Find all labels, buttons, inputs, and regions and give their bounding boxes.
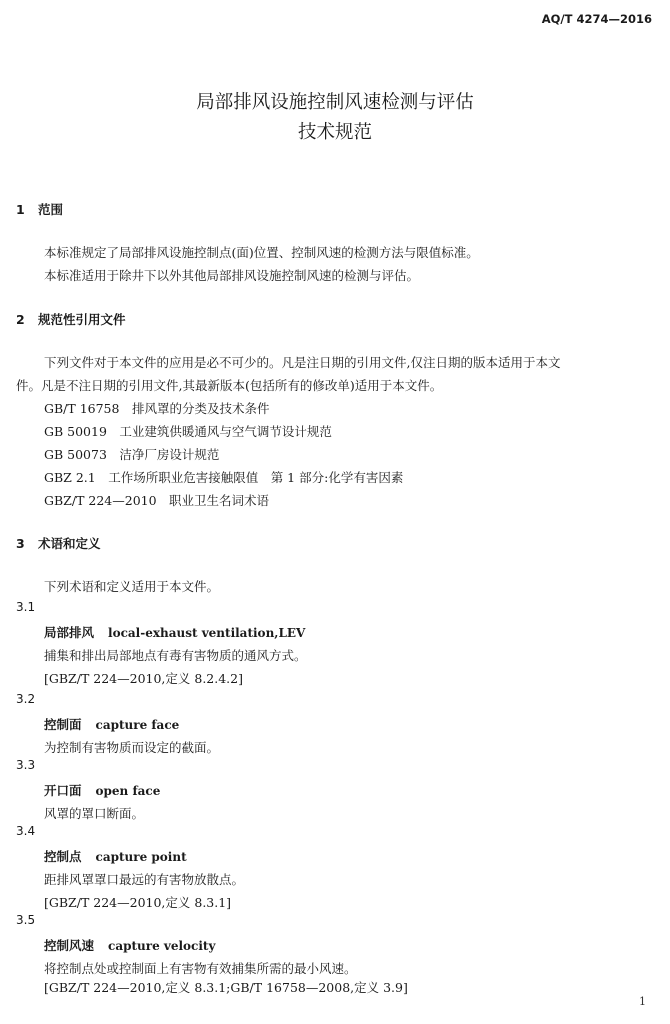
term-source: [GBZ/T 224—2010,定义 8.3.1] <box>44 895 232 910</box>
term-definition: 风罩的罩口断面。 <box>44 806 145 821</box>
reference-item: GB 50019 工业建筑供暖通风与空气调节设计规范 <box>44 424 332 439</box>
scope-paragraph-1: 本标准规定了局部排风设施控制点(面)位置、控制风速的检测方法与限值标准。 <box>44 245 479 260</box>
reference-item: GBZ 2.1 工作场所职业危害接触限值 第 1 部分:化学有害因素 <box>44 470 404 485</box>
scope-paragraph-2: 本标准适用于除井下以外其他局部排风设施控制风速的检测与评估。 <box>44 268 420 283</box>
term-number: 3.3 <box>16 758 36 772</box>
section-3-heading <box>16 534 101 552</box>
reference-item: GB 50073 洁净厂房设计规范 <box>44 447 220 462</box>
document-title-line2: 技术规范 <box>297 122 372 143</box>
term-definition: 将控制点处或控制面上有害物有效捕集所需的最小风速。 <box>44 961 357 976</box>
references-intro-line1: 下列文件对于本文件的应用是必不可少的。凡是注日期的引用文件,仅注日期的版本适用于本文 <box>44 355 561 370</box>
reference-item: GBZ/T 224—2010 职业卫生名词术语 <box>44 493 270 508</box>
standard-code-header: AQ/T 4274—2016 <box>541 12 652 26</box>
term-chinese: 控制点 <box>44 849 82 864</box>
terms-intro: 下列术语和定义适用于本文件。 <box>44 579 220 594</box>
term-number: 3.4 <box>16 824 36 838</box>
term-heading <box>44 623 305 641</box>
term-heading <box>44 847 187 865</box>
section-1-heading <box>16 200 63 218</box>
term-english: capture velocity <box>108 939 216 953</box>
section-number: 2 <box>16 312 25 327</box>
references-intro-line2: 件。凡是不注日期的引用文件,其最新版本(包括所有的修改单)适用于本文件。 <box>16 378 443 393</box>
page-number: 1 <box>639 995 646 1008</box>
term-heading <box>44 936 215 954</box>
term-definition: 捕集和排出局部地点有毒有害物质的通风方式。 <box>44 648 307 663</box>
term-chinese: 控制风速 <box>44 938 95 953</box>
term-english: capture face <box>95 718 180 732</box>
document-title-line1: 局部排风设施控制风速检测与评估 <box>196 92 474 113</box>
term-source: [GBZ/T 224—2010,定义 8.3.1;GB/T 16758—2008,定义 3.9] <box>44 980 408 995</box>
term-number: 3.5 <box>16 913 36 927</box>
term-english: capture point <box>95 850 187 864</box>
term-number: 3.2 <box>16 692 36 706</box>
term-definition: 为控制有害物质而设定的截面。 <box>44 740 220 755</box>
term-definition: 距排风罩罩口最远的有害物放散点。 <box>44 872 245 887</box>
term-heading <box>44 715 179 733</box>
term-heading <box>44 781 160 799</box>
reference-item: GB/T 16758 排风罩的分类及技术条件 <box>44 401 270 416</box>
section-title: 规范性引用文件 <box>38 312 126 327</box>
term-english: open face <box>95 784 161 798</box>
term-number: 3.1 <box>16 600 36 614</box>
section-number: 1 <box>16 202 25 217</box>
term-chinese: 控制面 <box>44 717 82 732</box>
section-title: 术语和定义 <box>38 536 101 551</box>
term-chinese: 开口面 <box>44 783 82 798</box>
term-english: local-exhaust ventilation,LEV <box>108 626 306 640</box>
section-2-heading <box>16 310 126 328</box>
term-source: [GBZ/T 224—2010,定义 8.2.4.2] <box>44 671 243 686</box>
term-chinese: 局部排风 <box>44 625 95 640</box>
section-number: 3 <box>16 536 25 551</box>
section-title: 范围 <box>38 202 64 217</box>
